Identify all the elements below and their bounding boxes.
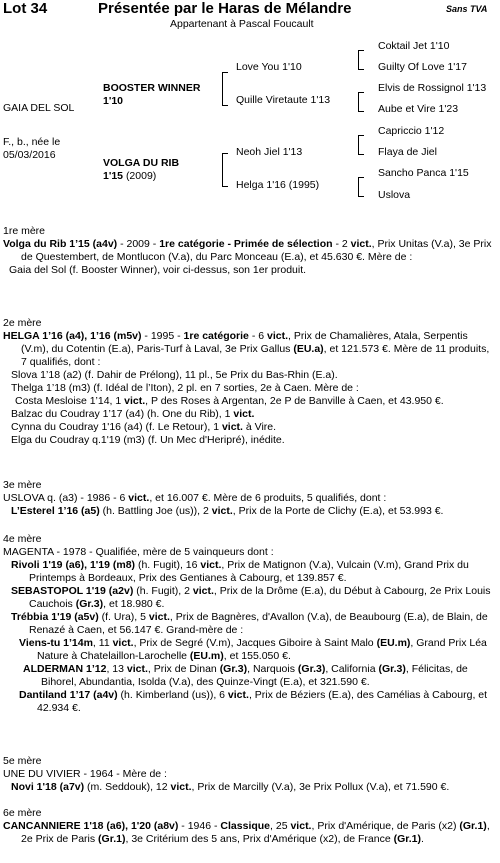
text-run: - 6 <box>248 330 267 342</box>
text-run: Classique <box>220 820 271 832</box>
section-title: 4e mère <box>3 533 42 545</box>
text-run: (Gr.3) <box>297 663 326 675</box>
text-run: 1re catégorie <box>183 330 249 342</box>
dam-sire: Neoh Jiel 1'13 <box>236 146 303 158</box>
text-run: (h. Fugit), 2 <box>133 585 193 597</box>
text-run: , 13 <box>106 663 127 675</box>
text-run: (Gr.1) <box>459 820 487 832</box>
sire-name: BOOSTER WINNER <box>103 82 201 94</box>
section-2e-mere <box>3 317 497 447</box>
text-run: Rivoli 1'19 (a6), 1'19 (m8) <box>11 559 136 571</box>
text-run: vict. <box>267 330 289 342</box>
tva-label: Sans TVA <box>446 4 488 14</box>
text-run: , et 121.573 €. Mère de 11 produits, 7 qualifiés, dont : <box>21 343 490 368</box>
text-run: (EU.a) <box>293 343 324 355</box>
offspring-line <box>3 395 497 408</box>
text-run: , 25 <box>270 820 291 832</box>
section-5e-mere <box>3 755 497 794</box>
text-run: USLOVA q. (a3) - 1986 - 6 <box>3 492 129 504</box>
text-run: 1re catégorie - Primée de sélection <box>159 238 333 250</box>
dam-name: VOLGA DU RIB <box>103 157 180 169</box>
text-run: . <box>421 833 424 845</box>
text-run: vict. <box>350 238 372 250</box>
text-run: - 2009 - <box>117 238 160 250</box>
offspring-line <box>3 421 497 434</box>
text-run: - 1995 - <box>141 330 184 342</box>
offspring-line <box>3 585 497 611</box>
text-run: à Vire. <box>242 421 277 433</box>
text-run: Trébbia 1'19 (a5v) <box>11 611 99 623</box>
ancestor-4: Aube et Vire 1'23 <box>378 103 459 115</box>
text-run: (m. Seddouk), 12 <box>84 781 171 793</box>
text-run: CANCANNIERE 1'18 (a6), 1'20 (a8v) <box>3 820 179 832</box>
offspring-line: Gaia del Sol (f. Booster Winner), voir ci-dessus, son 1er produit. <box>9 264 307 276</box>
text-run: ALDERMAN 1’12 <box>23 663 107 675</box>
text-run: , Prix de la Drôme (E.a), du Début à Cabourg, 2e Prix Louis Cauchois <box>29 585 491 610</box>
text-run: , et 18.980 €. <box>103 598 165 610</box>
text-run: vict. <box>170 781 192 793</box>
ancestor-3: Elvis de Rossignol 1'13 <box>378 82 487 94</box>
dam-record: MAGENTA - 1978 - Qualifiée, mère de 5 vainqueurs dont : <box>3 546 274 558</box>
text-run: vict. <box>126 663 148 675</box>
section-4e-mere <box>3 533 497 715</box>
offspring-line <box>3 408 497 421</box>
text-run: , California <box>325 663 379 675</box>
text-run: , Prix d'Amérique, de Paris (x2) <box>311 820 460 832</box>
text-run: vict. <box>192 585 214 597</box>
section-3e-mere <box>3 479 497 518</box>
text-run: - 2 <box>332 238 351 250</box>
text-run: , Narquois <box>247 663 298 675</box>
dam-record <box>3 820 497 846</box>
ancestor-7: Sancho Panca 1'15 <box>378 167 469 179</box>
ancestor-8: Uslova <box>378 189 411 201</box>
pedigree-bracket <box>358 50 364 70</box>
text-run: (h. Battling Joe (us)), 2 <box>99 505 212 517</box>
pedigree-bracket <box>358 135 364 155</box>
section-title: 3e mère <box>3 479 42 491</box>
offspring-line: Thelga 1’18 (m3) (f. Idéal de l’Iton), 2 pl. en 7 sorties, 2e à Caen. Mère de : <box>11 382 359 394</box>
dam-year: (2009) <box>125 170 157 182</box>
text-run: , Prix de Segré (V.m), Jacques Giboire à Saint Malo <box>133 637 377 649</box>
offspring-line <box>3 559 497 585</box>
section-1re-mere <box>3 225 497 277</box>
text-run: (h. Kimberland (us)), 6 <box>117 689 228 701</box>
sire-time: 1'10 <box>103 95 124 107</box>
ancestor-6: Flaya de Jiel <box>378 146 437 158</box>
ancestor-1: Coktail Jet 1'10 <box>378 40 450 52</box>
text-run: HELGA 1’16 (a4), 1’16 (m5v) <box>3 330 142 342</box>
text-run: Dantiland 1’17 (a4v) <box>19 689 118 701</box>
offspring-line <box>3 505 497 518</box>
text-run: , Prix de Béziers (E.a), des Camélias à Cabourg, et 42.934 €. <box>37 689 488 714</box>
text-run: , Félicitas, de Bihorel, Abundantia, Isolda (V.a), des Quinze-Vingt (E.a), et 321.590 €. <box>41 663 468 688</box>
text-run: vict. <box>290 820 312 832</box>
section-6e-mere <box>3 807 497 846</box>
page-title: Présentée par le Haras de Mélandre <box>98 0 352 17</box>
text-run: , P des Roses à Argentan, 2e P de Banville à Caen, et 43.950 €. <box>145 395 444 407</box>
offspring-line: Elga du Coudray q.1'19 (m3) (f. Un Mec d'Heripré), inédite. <box>11 434 285 446</box>
horse-name: GAIA DEL SOL <box>3 102 75 114</box>
text-run: SEBASTOPOL 1'19 (a2v) <box>11 585 134 597</box>
horse-info-2: 05/03/2016 <box>3 149 56 161</box>
text-run: (Gr.3) <box>219 663 248 675</box>
section-title: 6e mère <box>3 807 42 819</box>
horse-info-1: F., b., née le <box>3 136 61 148</box>
text-run: Costa Mesloise 1’14, 1 <box>15 395 125 407</box>
text-run: vict. <box>128 492 150 504</box>
dam-time: 1'15 <box>103 170 124 182</box>
offspring-line <box>3 637 497 663</box>
text-run: , Prix de la Porte de Clichy (E.a), et 53.993 €. <box>232 505 444 517</box>
section-title: 5e mère <box>3 755 42 767</box>
text-run: vict. <box>233 408 255 420</box>
pedigree-bracket <box>358 92 364 112</box>
text-run: , Prix de Matignon (V.a), Vulcain (V.m), Grand Prix du Printemps à Bordeaux, Prix des Gentianes à Cabourg, et 139.857 €. <box>29 559 469 584</box>
text-run: Cynna du Coudray 1'16 (a4) (f. Le Retour), 1 <box>11 421 222 433</box>
offspring-line <box>3 781 497 794</box>
text-run: (EU.m) <box>189 650 224 662</box>
dam-dam: Helga 1'16 (1995) <box>236 179 320 191</box>
pedigree-bracket <box>222 72 228 106</box>
offspring-line <box>3 611 497 637</box>
offspring-line: Slova 1’18 (a2) (f. Dahir de Prélong), 11 pl., 5e Prix du Bas-Rhin (E.a). <box>11 369 338 381</box>
text-run: , 2e Prix de Paris <box>21 820 490 845</box>
owner-line: Appartenant à Pascal Foucault <box>170 18 314 30</box>
text-run: , Prix de Chamalières, Atala, Serpentis (V.m), du Cotentin (E.a), Paris-Turf à Laval, 3e Prix Gallus <box>21 330 468 355</box>
section-title: 2e mère <box>3 317 42 329</box>
dam-record: UNE DU VIVIER - 1964 - Mère de : <box>3 768 167 780</box>
text-run: Viens-tu 1’14m <box>19 637 93 649</box>
section-title: 1re mère <box>3 225 46 237</box>
text-run: (Gr.3) <box>75 598 104 610</box>
text-run: , Prix de Dinan <box>147 663 220 675</box>
text-run: L’Esterel 1’16 (a5) <box>11 505 100 517</box>
ancestor-5: Capriccio 1'12 <box>378 125 445 137</box>
offspring-line <box>3 663 497 689</box>
lot-number: Lot 34 <box>3 0 48 17</box>
text-run: (Gr.3) <box>378 663 406 675</box>
text-run: , et 155.050 €. <box>223 650 291 662</box>
text-run: Novi 1'18 (a7v) <box>11 781 85 793</box>
text-run: (EU.m) <box>376 637 411 649</box>
text-run: , Prix de Marcilly (V.a), 3e Prix Pollux (V.a), et 71.590 €. <box>191 781 450 793</box>
offspring-line <box>3 689 497 715</box>
text-run: vict. <box>227 689 249 701</box>
text-run: vict. <box>148 611 170 623</box>
text-run: , et 16.007 €. Mère de 6 produits, 5 qualifiés, dont : <box>149 492 387 504</box>
pedigree-bracket <box>358 177 364 197</box>
dam-record <box>3 238 497 264</box>
text-run: , 11 <box>92 637 113 649</box>
text-run: , 3e Critérium des 5 ans, Prix d'Amérique (x2), de France <box>125 833 394 845</box>
dam-record <box>3 330 497 369</box>
text-run: Volga du Rib 1’15 (a4v) <box>3 238 118 250</box>
text-run: (h. Fugit), 16 <box>135 559 201 571</box>
ancestor-2: Guilty Of Love 1'17 <box>378 61 467 73</box>
text-run: vict. <box>200 559 222 571</box>
sire-dam: Quille Viretaute 1'13 <box>236 94 331 106</box>
pedigree-bracket <box>222 153 228 187</box>
sire-sire: Love You 1'10 <box>236 61 302 73</box>
text-run: vict. <box>211 505 233 517</box>
text-run: vict. <box>221 421 243 433</box>
dam-line <box>103 170 156 183</box>
text-run: (Gr.1) <box>393 833 422 845</box>
text-run: vict. <box>124 395 146 407</box>
text-run: , Prix de Bagnères, d'Avallon (V.a), de Beaubourg (E.a), de Blain, de Renazé à Caen, et 56.147 €. Grand-mère de : <box>29 611 488 636</box>
text-run: Balzac du Coudray 1’17 (a4) (h. One du Rib), 1 <box>11 408 234 420</box>
text-run: , Prix Unitas (V.a), 3e Prix de Questembert, de Montlucon (V.a), du Parc Monceau (E.a), et 45.630 €. Mère de : <box>21 238 492 263</box>
text-run: (Gr.1) <box>98 833 126 845</box>
text-run: , Grand Prix Léa Nature à Chatelaillon-Larochelle <box>37 637 487 662</box>
dam-record <box>3 492 497 505</box>
text-run: - 1946 - <box>178 820 221 832</box>
text-run: (f. Ura), 5 <box>98 611 149 623</box>
text-run: vict. <box>112 637 134 649</box>
